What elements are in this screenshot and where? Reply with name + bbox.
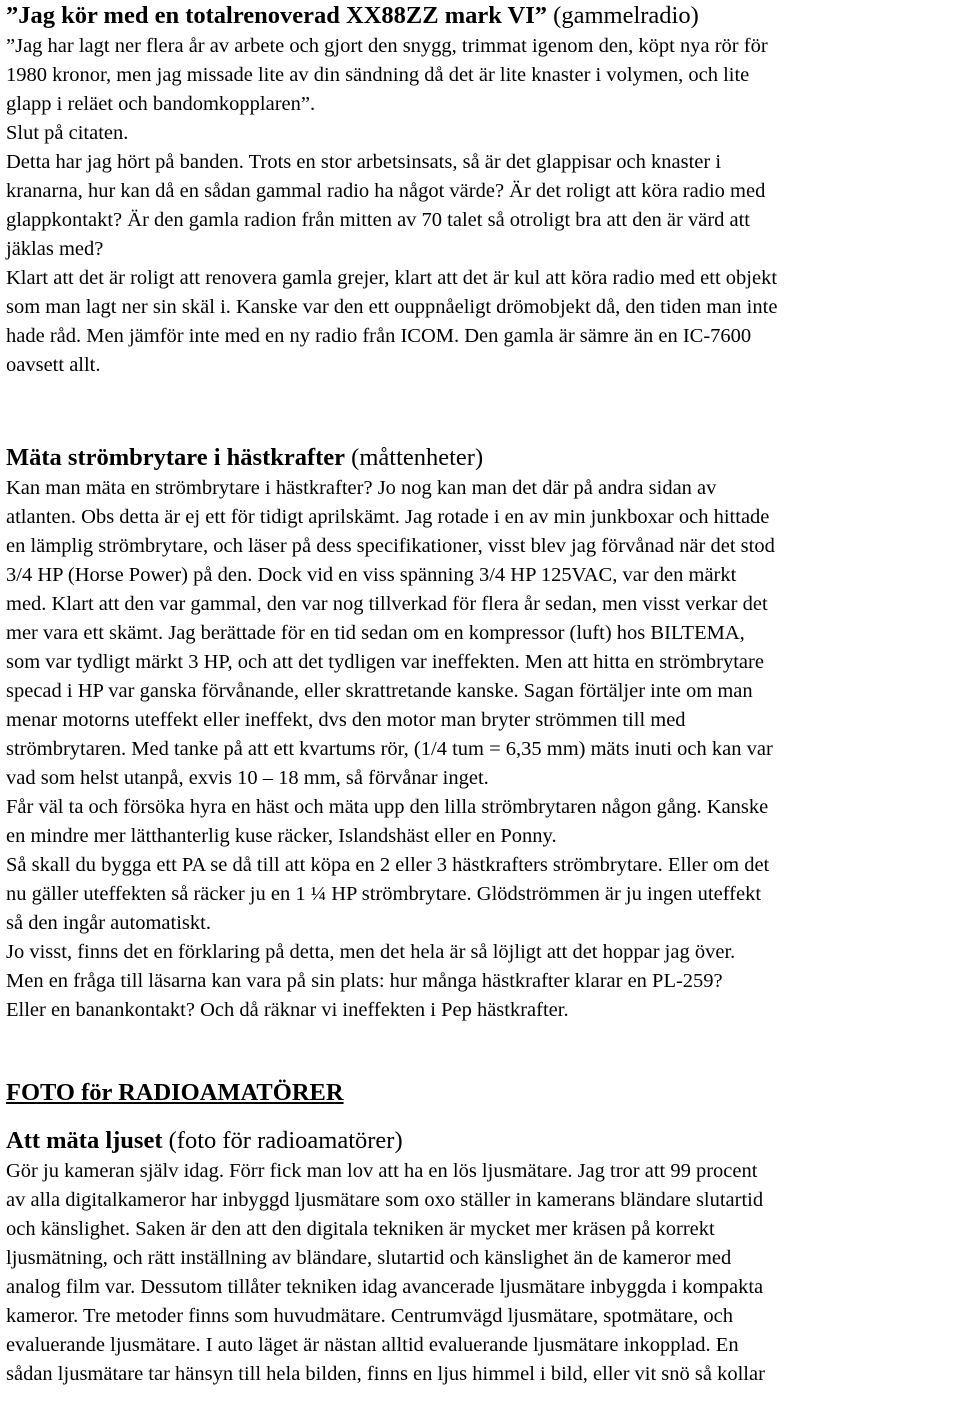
spacer <box>6 380 954 442</box>
text-line: Men en fråga till läsarna kan vara på sin plats: hur många hästkrafter klarar en PL-259? <box>6 970 723 992</box>
text-line: Jo visst, finns det en förklaring på detta, men det hela är så löjligt att det hoppar jag över. <box>6 941 736 963</box>
text-line: 1980 kronor, men jag missade lite av din sändning då det är lite knaster i volymen, och lite <box>6 64 750 86</box>
heading-normal-text: (gammelradio) <box>547 2 699 29</box>
text-line: hade råd. Men jämför inte med en ny radio från ICOM. Den gamla är sämre än en IC-7600 <box>6 325 752 347</box>
text-line: Eller en banankontakt? Och då räknar vi ineffekten i Pep hästkrafter. <box>6 999 569 1021</box>
text-line: med. Klart att den var gammal, den var nog tillverkad för flera år sedan, men visst verkar det <box>6 593 768 615</box>
text-line: vad som helst utanpå, exvis 10 – 18 mm, så förvånar inget. <box>6 767 489 789</box>
text-line: jäklas med? <box>6 238 104 260</box>
text-line: Klart att det är roligt att renovera gamla grejer, klart att det är kul att köra radio med ett objekt <box>6 267 778 289</box>
heading-bold-text: Mäta strömbrytare i hästkrafter <box>6 444 346 471</box>
text-line: evaluerande ljusmätare. I auto läget är nästan alltid evaluerande ljusmätare inkopplad. En <box>6 1334 739 1356</box>
text-line: av alla digitalkameror har inbyggd ljusmätare som oxo ställer in kamerans bländare slutartid <box>6 1189 764 1211</box>
text-line: kranarna, hur kan då en sådan gammal radio ha något värde? Är det roligt att köra radio med <box>6 180 766 202</box>
text-line: Så skall du bygga ett PA se då till att köpa en 2 eller 3 hästkrafters strömbrytare. Eller om det <box>6 854 770 876</box>
text-line: och känslighet. Saken är den att den digitala tekniken är mycket mer kräsen på korrekt <box>6 1218 715 1240</box>
text-line: glappkontakt? Är den gamla radion från mitten av 70 talet så otroligt bra att den är värd att <box>6 209 751 231</box>
text-line: Gör ju kameran själv idag. Förr fick man lov att ha en lös ljusmätare. Jag tror att 99 procent <box>6 1160 758 1182</box>
text-line: mer vara ett skämt. Jag berättade för en tid sedan om en kompressor (luft) hos BILTEMA, <box>6 622 745 644</box>
text-line: Slut på citaten. <box>6 122 129 144</box>
section-heading-radio <box>6 0 954 32</box>
text-line: nu gäller uteffekten så räcker ju en 1 ¼ HP strömbrytare. Glödströmmen är ju ingen uteffekt <box>6 883 762 905</box>
main-heading-foto: FOTO för RADIOAMATÖRER <box>6 1079 344 1106</box>
text-line: ”Jag har lagt ner flera år av arbete och gjort den snygg, trimmat igenom den, köpt nya rör för <box>6 35 768 57</box>
text-line: Detta har jag hört på banden. Trots en stor arbetsinsats, så är det glappisar och knaster i <box>6 151 722 173</box>
text-line: atlanten. Obs detta är ej ett för tidigt aprilskämt. Jag rotade i en av min junkboxar och hittade <box>6 506 770 528</box>
text-line: strömbrytaren. Med tanke på att ett kvartums rör, (1/4 tum = 6,35 mm) mäts inuti och kan var <box>6 738 773 760</box>
text-line: sådan ljusmätare tar hänsyn till hela bilden, finns en ljus himmel i bild, eller vit snö så kollar <box>6 1363 765 1385</box>
text-line: specad i HP var ganska förvånande, eller skrattretande kanske. Sagan förtäljer inte om man <box>6 680 753 702</box>
heading-normal-text: (foto för radioamatörer) <box>162 1127 403 1154</box>
text-line: en lämplig strömbrytare, och läser på dess specifikationer, visst blev jag förvånad när det stod <box>6 535 775 557</box>
text-line: ljusmätning, och rätt inställning av bländare, slutartid och känslighet än de kameror med <box>6 1247 732 1269</box>
text-line: en mindre mer lätthanterlig kuse räcker, Islandshäst eller en Ponny. <box>6 825 557 847</box>
spacer <box>6 1109 954 1125</box>
text-line: som var tydligt märkt 3 HP, och att det tydligen var ineffekten. Men att hitta en strömbrytare <box>6 651 764 673</box>
text-line: Får väl ta och försöka hyra en häst och mäta upp den lilla strömbrytaren någon gång. Kanske <box>6 796 769 818</box>
text-line: 3/4 HP (Horse Power) på den. Dock vid en viss spänning 3/4 HP 125VAC, var den märkt <box>6 564 737 586</box>
heading-bold-text: ”Jag kör med en totalrenoverad XX88ZZ mark VI” <box>6 2 548 29</box>
text-line: oavsett allt. <box>6 354 101 376</box>
heading-normal-text: (måttenheter) <box>345 444 484 471</box>
paragraph-radio <box>6 32 954 380</box>
paragraph-light <box>6 1157 954 1389</box>
paragraph-hp <box>6 474 954 1025</box>
text-line: så den ingår automatiskt. <box>6 912 211 934</box>
section-heading-light <box>6 1125 954 1157</box>
text-line: som man lagt ner sin skäl i. Kanske var den ett ouppnåeligt drömobjekt då, den tiden man inte <box>6 296 778 318</box>
spacer <box>6 1025 954 1077</box>
section-heading-hp <box>6 442 954 474</box>
text-line: analog film var. Dessutom tillåter tekniken idag avancerade ljusmätare inbyggda i kompakta <box>6 1276 764 1298</box>
text-line: kameror. Tre metoder finns som huvudmätare. Centrumvägd ljusmätare, spotmätare, och <box>6 1305 734 1327</box>
text-line: menar motorns uteffekt eller ineffekt, dvs den motor man bryter strömmen till med <box>6 709 686 731</box>
text-line: glapp i reläet och bandomkopplaren”. <box>6 93 316 115</box>
text-line: Kan man mäta en strömbrytare i hästkrafter? Jo nog kan man det där på andra sidan av <box>6 477 717 499</box>
heading-bold-text: Att mäta ljuset <box>6 1127 163 1154</box>
